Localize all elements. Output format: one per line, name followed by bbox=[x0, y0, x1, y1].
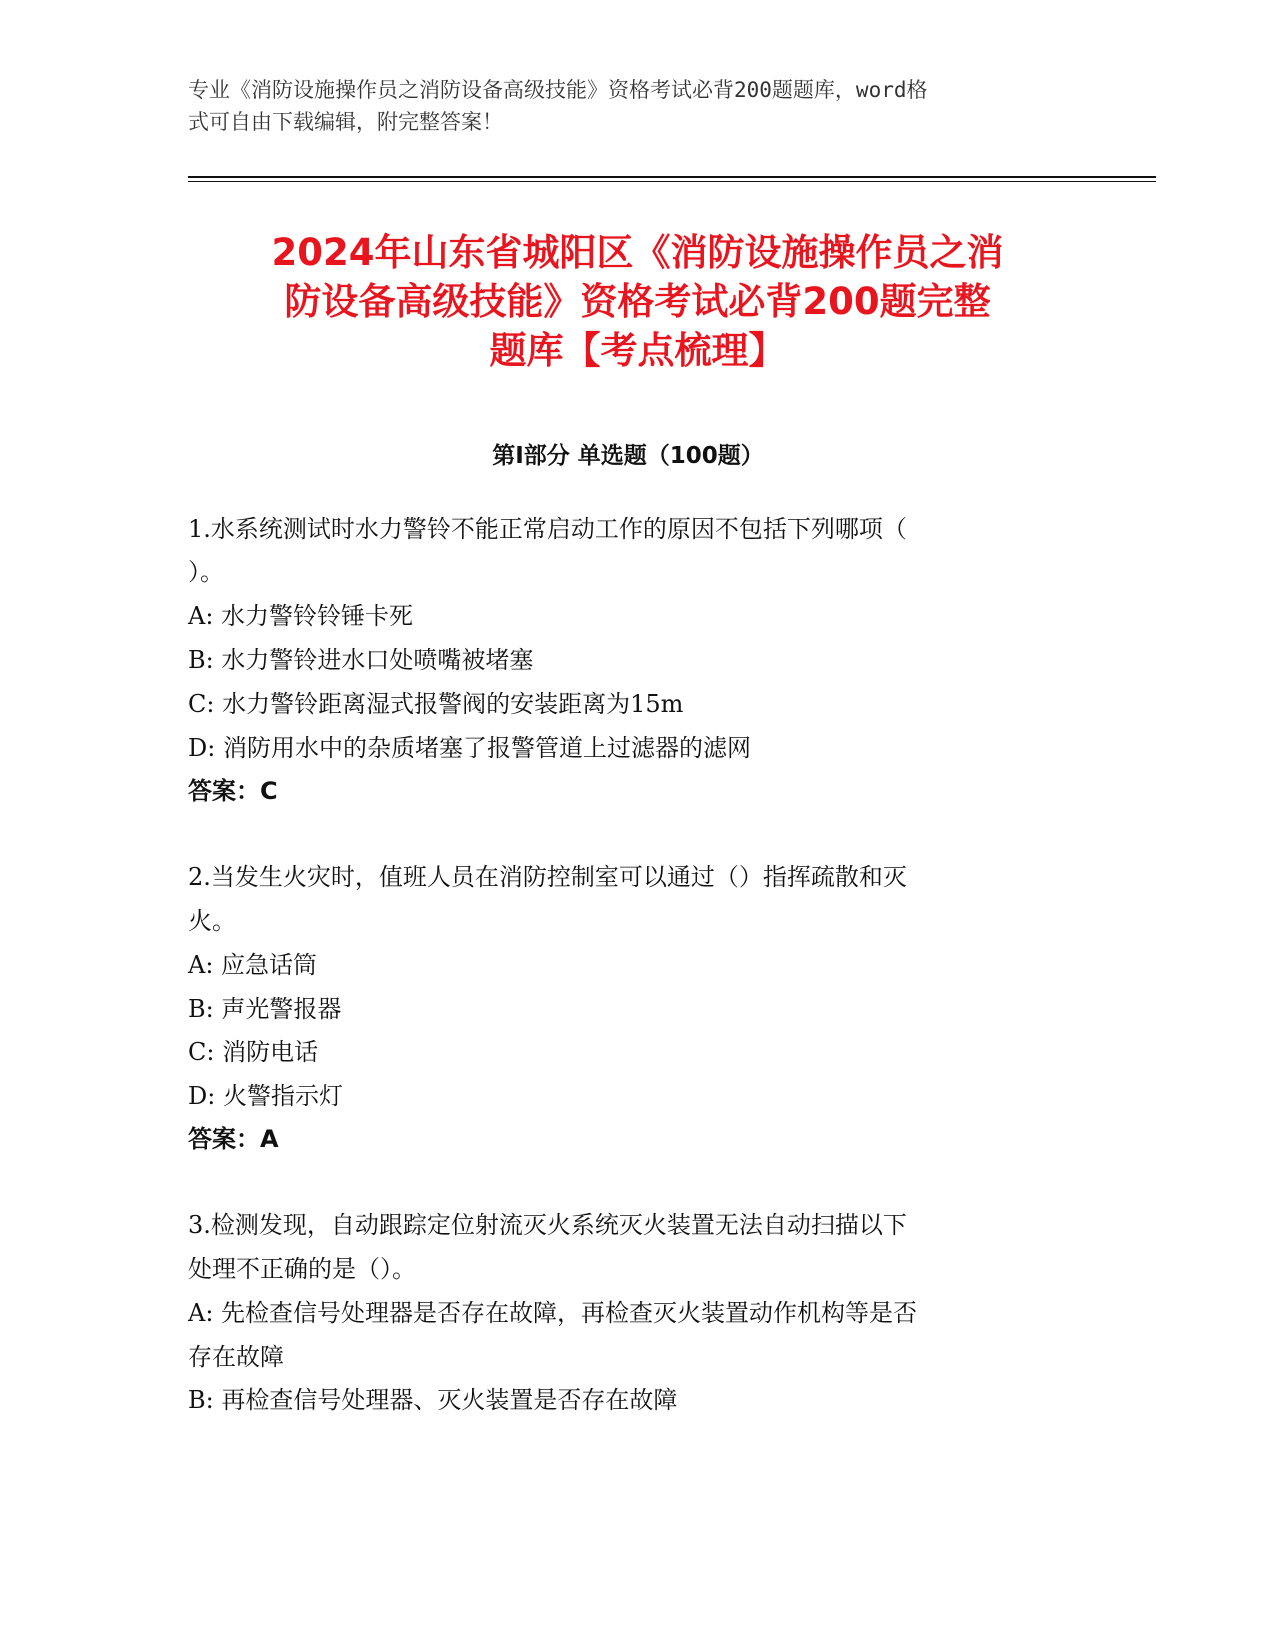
option-b: B: 声光警报器 bbox=[188, 995, 342, 1023]
option-a: A: 先检查信号处理器是否存在故障，再检查灭火装置动作机构等是否 bbox=[188, 1299, 918, 1327]
answer-line: 答案：A bbox=[188, 1125, 279, 1153]
option-c: C: 消防电话 bbox=[188, 1038, 319, 1066]
option-a: A: 水力警铃铃锤卡死 bbox=[188, 602, 414, 630]
question-stem-line: 3.检测发现，自动跟踪定位射流灭火系统灭火装置无法自动扫描以下 bbox=[188, 1211, 907, 1239]
answer-line: 答案：C bbox=[188, 777, 278, 805]
option-a-continuation: 存在故障 bbox=[188, 1343, 284, 1371]
title-line: 2024年山东省城阳区《消防设施操作员之消 bbox=[271, 231, 1004, 274]
question-stem-line: ）。 bbox=[188, 558, 224, 586]
question-stem-line: 火。 bbox=[188, 907, 236, 935]
header-note bbox=[188, 74, 1068, 138]
option-c: C: 水力警铃距离湿式报警阀的安装距离为15m bbox=[188, 690, 684, 718]
header-note-line: 式可自由下载编辑，附完整答案！ bbox=[188, 110, 503, 134]
question-stem-line: 处理不正确的是（）。 bbox=[188, 1255, 416, 1283]
section-heading: 第Ⅰ部分 单选题（100题） bbox=[492, 443, 764, 469]
question-stem-line: 1.水系统测试时水力警铃不能正常启动工作的原因不包括下列哪项（ bbox=[188, 515, 907, 543]
option-b: B: 水力警铃进水口处喷嘴被堵塞 bbox=[188, 646, 534, 674]
header-divider-thick bbox=[188, 176, 1156, 178]
title-line: 防设备高级技能》资格考试必背200题完整 bbox=[284, 280, 991, 323]
title-line: 题库【考点梳理】 bbox=[489, 329, 786, 372]
option-d: D: 火警指示灯 bbox=[188, 1082, 343, 1110]
option-b: B: 再检查信号处理器、灭火装置是否存在故障 bbox=[188, 1386, 678, 1414]
question-stem-line: 2.当发生火灾时，值班人员在消防控制室可以通过（）指挥疏散和灭 bbox=[188, 863, 907, 891]
header-note-line: 专业《消防设施操作员之消防设备高级技能》资格考试必背200题题库，word格 bbox=[188, 78, 928, 102]
option-a: A: 应急话筒 bbox=[188, 951, 318, 979]
document-title bbox=[170, 228, 1105, 375]
header-divider-thin bbox=[188, 181, 1156, 182]
option-d: D: 消防用水中的杂质堵塞了报警管道上过滤器的滤网 bbox=[188, 734, 751, 762]
